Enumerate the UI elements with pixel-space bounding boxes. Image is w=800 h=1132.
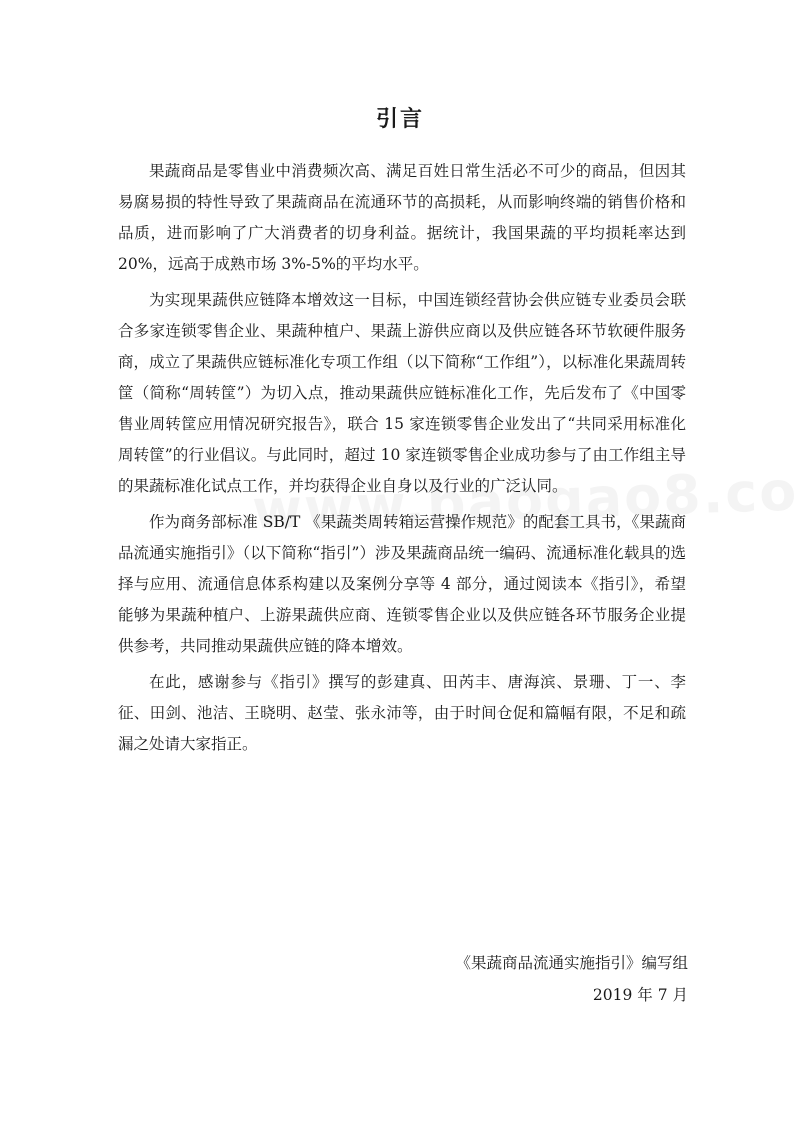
document-body (118, 156, 686, 765)
paragraph-2: 为实现果蔬供应链降本增效这一目标，中国连锁经营协会供应链专业委员会联合多家连锁零售企业、果蔬种植户、果蔬上游供应商以及供应链各环节软硬件服务商，成立了果蔬供应链标准化专项工作组（以下简称“工作组”），以标准化果蔬周转筐（简称“周转筐”）为切入点，推动果蔬供应链标准化工作，先后发布了《中国零售业周转筐应用情况研究报告》，联合 15 家连锁零售企业发出了“共同采用标准化周转筐”的行业倡议。与此同时，超过 10 家连锁零售企业成功参与了由工作组主导的果蔬标准化试点工作，并均获得企业自身以及行业的广泛认同。 (118, 291, 686, 495)
paragraph-1: 果蔬商品是零售业中消费频次高、满足百姓日常生活必不可少的商品，但因其易腐易损的特性导致了果蔬商品在流通环节的高损耗，从而影响终端的销售价格和品质，进而影响了广大消费者的切身利益。据统计，我国果蔬的平均损耗率达到 20%，远高于成熟市场 3%-5%的平均水平。 (118, 162, 686, 273)
signature-org: 《果蔬商品流通实施指引》编写组 (455, 954, 688, 972)
paragraph-3: 作为商务部标准 SB/T 《果蔬类周转箱运营操作规范》的配套工具书，《果蔬商品流通实施指引》（以下简称“指引”）涉及果蔬商品统一编码、流通标准化载具的选择与应用、流通信息体系构建以及案例分享等 4 部分，通过阅读本《指引》，希望能够为果蔬种植户、上游果蔬供应商、连锁零售企业以及供应链各环节服务企业提供参考，共同推动果蔬供应链的降本增效。 (118, 513, 686, 655)
paragraph-4: 在此，感谢参与《指引》撰写的彭建真、田芮丰、唐海滨、景珊、丁一、李征、田剑、池洁、王晓明、赵莹、张永沛等，由于时间仓促和篇幅有限，不足和疏漏之处请大家指正。 (118, 673, 686, 753)
signature-date: 2019 年 7 月 (592, 986, 688, 1004)
page-title: 引言 (375, 107, 424, 132)
